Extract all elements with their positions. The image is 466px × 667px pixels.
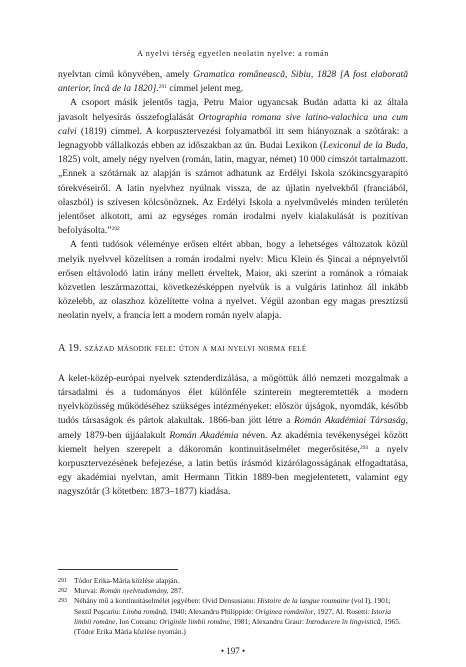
running-head: A nyelvi térség egyetlen neolatin nyelve: a román [137,49,329,58]
footnote-ref: 291 [158,84,167,91]
italic-span: Román Akadémia [169,429,239,441]
section-heading: A 19. század második fele: úton a mai nyelvi norma felé [58,342,307,354]
text-span: Tódor Erika-Mária közlése alapján. [74,576,180,585]
italic-span: Originea românilor [255,606,314,616]
footnote-list [58,576,408,637]
main-text [58,68,408,500]
italic-span: Introducere în lingvistică [305,616,381,626]
footnote [58,586,408,596]
text-span: nyelvtan című könyvében, amely [58,69,194,80]
text-span: (vol I), 1901; Sextil Puşcariu: [74,596,391,616]
text-span: , Ion Coteanu: [115,616,160,626]
text-span: , 1825) volt, amely négy nyelven (román, latin, magyar, német) 10 000 címszót tartalmazott. „Ennek a szótárnak az alapján is számot adhatunk az Erdélyi Iskola szókincsgyarapító törekvéseiről. A latin nyelvhez nyúlnak vissza, de az újlatin nyelvekből (franciából, olaszból) is szívesen kölcsönöznek. Az Erdélyi Iskola a nyelvművelés minden területén jelentőset alkotott, ami az egységes román irodalmi nyelv kialakulását is pozitívan befolyásolta.” [58,140,408,237]
footnote-number: 292 [58,588,67,595]
footnote [58,596,408,637]
text-span: , 1927, Al. Rosetti: [313,606,372,616]
footnote-rule [58,569,178,570]
text-span: , 1940; Alexandru Philippide: [165,606,256,616]
text-span: A fenti tudósok véleménye erősen eltért abban, hogy a lehetséges változatok közül melyik nyelvvel közelítsen a román irodalmi nyelv: Micu Klein és Şincai a népnyelvtől erősen eltávolodó latin irány mellett érveltek, Maior, aki szerint a románok a rómaiak közvetlen leszármazottai, következésképpen nyelvük is a vulgáris latinhoz áll inkább közelebb, az olaszhoz közelítette volna a nyelvet. Végül azonban egy magas presztízsű neolatin nyelv, a francia lett a modern román nyelv alapja. [58,239,408,322]
italic-span: Istoria limbii române [74,606,391,626]
italic-span: Román Akadémiai Társaság [294,415,406,427]
paragraph [58,68,408,96]
footnote-text [74,596,408,637]
italic-span: Histoire de la langue roumaine [257,596,350,606]
footnote-number: 293 [58,598,67,605]
footnote-text [74,576,408,586]
text-span: néven. Az akadémia tevékenységei között kiemelt helyen szerepelt a dákoromán kontinuitáselmélet megerősítése, [58,429,409,455]
footnote [58,576,408,586]
page-number: • 197 • [220,646,246,656]
footnote-number: 291 [58,578,67,584]
text-span: a nyelv korpusztervezésének befejezése, a latin betűs írásmód kizárólagosságának elfogadtatása, egy akadémiai nyelvtan, amit Hermann Titkin 1889-ben megjelentetett, valamint egy nagyszótár (3 kötetben: 1873–1877) kiadása. [58,443,409,498]
paragraph [58,372,408,500]
text-span: , amely 1879-ben újjáalakult [58,415,408,441]
paragraph [58,238,408,323]
text-span: A csoport másik jelentős tagja, Petru Maior ugyancsak Budán adatta ki az általa javasolt helyesírás összefoglalását [58,97,408,123]
text-span: 287. [168,586,184,596]
footnote-ref: 293 [359,444,369,451]
italic-span: Ortographia romana sive latino-valachica una cum calvi [58,111,408,137]
italic-span: Román nyelvtudomány, [99,586,169,596]
footnotes [58,569,408,637]
italic-span: Lexiconul de la Buda [323,140,406,152]
text-span: A kelet-közép-európai nyelvek sztenderdizálása, a mögöttük álló nemzeti mozgalmak a társadalmi és a tudományos élet különféle színterein megteremtették a modern nyelvközösség működéséhez szükséges intézményeket: először újságok, nyomdák, később tudós társaságok és pártok alakultak. 1866-ban jött létre a [58,372,408,427]
text-span: (1819) címmel. A korpusztervezési folyamatból itt sem hiányoznak a szótárak: a legnagyobb vállalkozás ebben az időszakban az ún. Budai Lexikon ( [58,125,408,152]
text-span: címmel jelent meg. [166,83,244,95]
text-span: , 1981; Alexandru Graur: [229,616,306,626]
footnote-ref: 292 [111,226,120,233]
italic-span: Originile limbii române [159,616,230,626]
text-span: Murvai: [74,586,100,596]
text-span: , 1965. (Tódor Erika Mária közlése nyomán.) [74,616,401,637]
paragraph [58,96,408,238]
footnote-text [74,586,408,596]
italic-span: Gramatica românească, Sibiu, 1828 [A fost elaborată anterior, încă de la 1820]. [58,69,409,95]
text-span: Néhány mű a kontinuitáselmélet jegyében: Ovid Densusianu: [74,596,258,606]
italic-span: Limba română [122,606,166,616]
